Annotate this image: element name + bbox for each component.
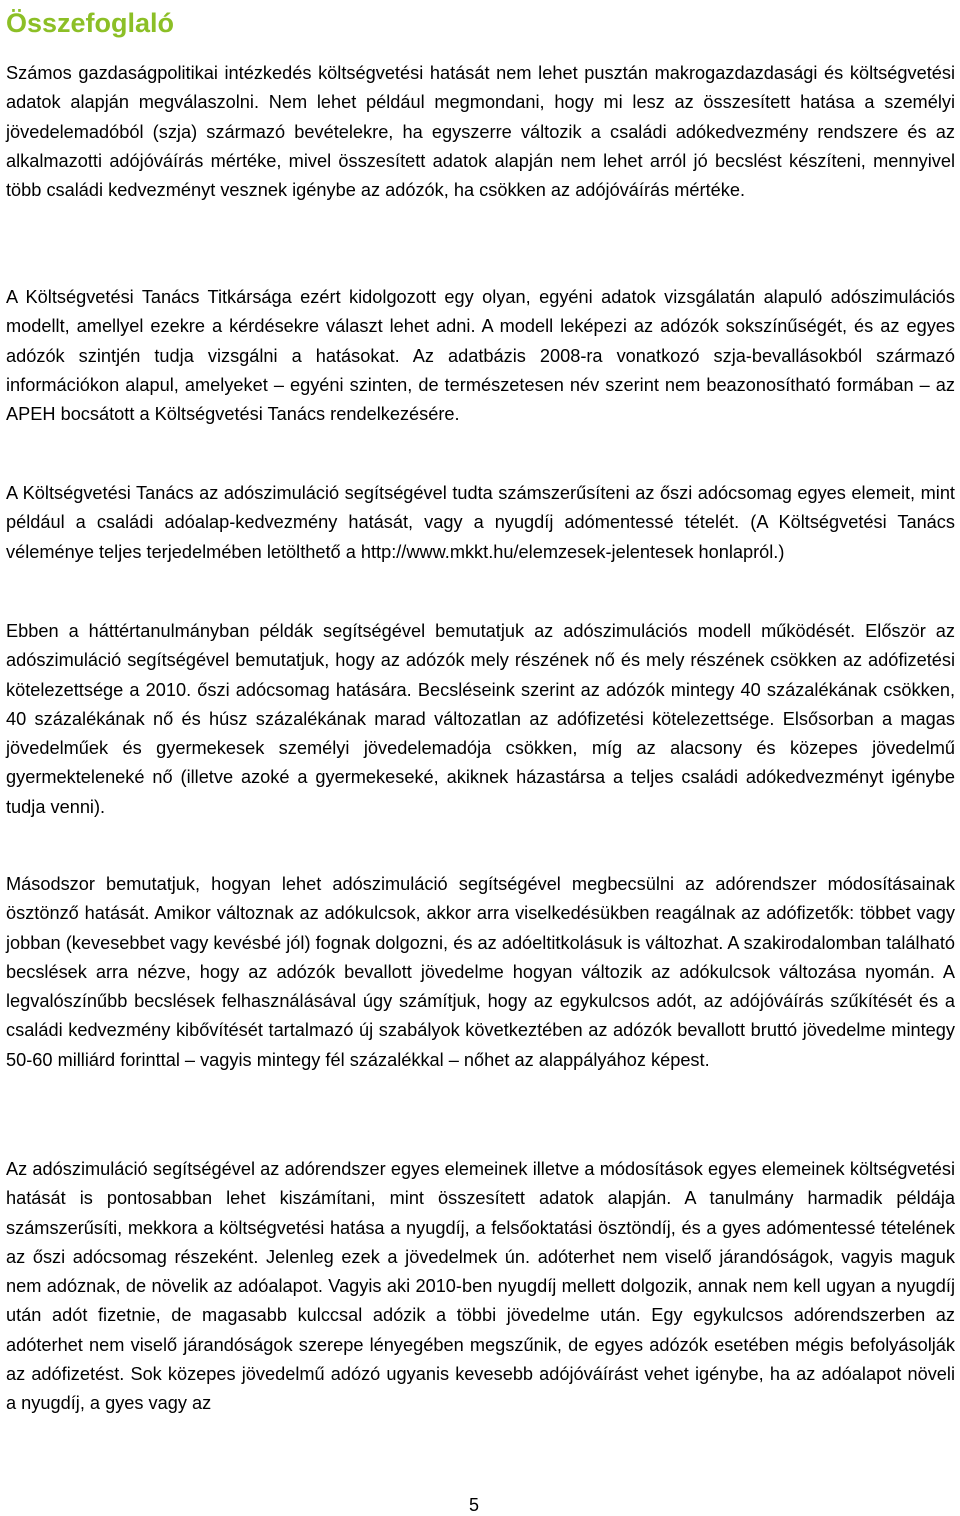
section-title: Összefoglaló: [6, 8, 175, 38]
paragraph-intro: Számos gazdaságpolitikai intézkedés költségvetési hatását nem lehet pusztán makrogazdazdasági és költségvetési adatok alapján megválaszolni. Nem lehet például megmondani, hogy mi lesz az összesített hatása a személyi jövedelemadóból (szja) származó bevételekre, ha egyszerre változik a családi adókedvezmény rendszere és az alkalmazotti adójóváírás mértéke, mivel összesített adatok alapján nem lehet arról jó becslést készíteni, mennyivel több családi kedvezményt vesznek igénybe az adózók, ha csökken az adójóváírás mértéke.: [6, 63, 955, 201]
paragraph-tax-package: A Költségvetési Tanács az adószimuláció segítségével tudta számszerűsíteni az őszi adócsomag egyes elemeit, mint például a családi adóalap-kedvezmény hatását, vagy a nyugdíj adómentessé tételét. (A Költségvetési Tanács véleménye teljes terjedelmében letölthető a http://www.mkkt.hu/elemzesek-jelentesek honlapról.): [6, 483, 955, 562]
paragraph-model: A Költségvetési Tanács Titkársága ezért kidolgozott egy olyan, egyéni adatok vizsgálatán alapuló adószimulációs modellt, amellyel ezekre a kérdésekre választ lehet adni. A modell leképezi az adózók sokszínűségét, és az egyes adózók szintjén tudja vizsgálni a hatásokat. Az adatbázis 2008-ra vonatkozó szja-bevallásokból származó információkon alapul, amelyeket – egyéni szinten, de természetesen név szerint nem beazonosítható formában – az APEH bocsátott a Költségvetési Tanács rendelkezésére.: [6, 287, 955, 425]
paragraph-budget-effects: Az adószimuláció segítségével az adórendszer egyes elemeinek illetve a módosítások egyes elemeinek költségvetési hatását is pontosabban lehet kiszámítani, mint összesített adatok alapján. A tanulmány harmadik példája számszerűsíti, mekkora a költségvetési hatása a nyugdíj, a felsőoktatási ösztöndíj, és a gyes adómentessé tételének az őszi adócsomag részeként. Jelenleg ezek a jövedelmek ún. adóterhet nem viselő járandóságok, vagyis maguk nem adóznak, de növelik az adóalapot. Vagyis aki 2010-ben nyugdíj mellett dolgozik, annak nem kell ugyan a nyugdíj után adót fizetnie, de magasabb kulccsal adózik a többi jövedelme után. Egy egykulcsos adórendszerben az adóterhet nem viselő járandóságok szerepe lényegében megszűnik, de egyes adózók esetében mégis befolyásolják az adófizetést. Sok közepes jövedelmű adózó ugyanis kevesebb adójóváírást vehet igénybe, ha az adóalapot növeli a nyugdíj, a gyes vagy az: [6, 1159, 955, 1414]
paragraph-examples: Ebben a háttértanulmányban példák segítségével bemutatjuk az adószimulációs modell működését. Először az adószimuláció segítségével bemutatjuk, hogy az adózók mely részének nő és mely részének csökken az adófizetési kötelezettsége a 2010. őszi adócsomag hatására. Becsléseink szerint az adózók mintegy 40 százalékának csökken, 40 százalékának nő és húsz százalékának marad változatlan az adófizetési kötelezettsége. Elsősorban a magas jövedelműek és gyermekesek személyi jövedelemadója csökken, míg az alacsony és közepes jövedelmű gyermekteleneké nő (illetve azoké a gyermekeseké, akiknek házastársa a teljes családi adókedvezményt igénybe tudja venni).: [6, 621, 955, 817]
paragraph-incentives: Másodszor bemutatjuk, hogyan lehet adószimuláció segítségével megbecsülni az adórendszer módosításainak ösztönző hatását. Amikor változnak az adókulcsok, akkor arra viselkedésükben reagálnak az adófizetők: többet vagy jobban (kevesebbet vagy kevésbé jól) fognak dolgozni, és az adóeltitkolásuk is változhat. A szakirodalomban található becslések arra nézve, hogy az adózók bevallott jövedelme hogyan változik az adókulcsok változása nyomán. A legvalószínűbb becslések felhasználásával úgy számítjuk, hogy az egykulcsos adót, az adójóváírás szűkítését és a családi kedvezmény kibővítését tartalmazó új szabályok következtében az adózók bevallott bruttó jövedelme mintegy 50-60 milliárd forinttal – vagyis mintegy fél százalékkal – nőhet az alappályához képest.: [6, 874, 955, 1070]
page-number: 5: [468, 1495, 479, 1515]
document-page: [6, 0, 955, 1414]
